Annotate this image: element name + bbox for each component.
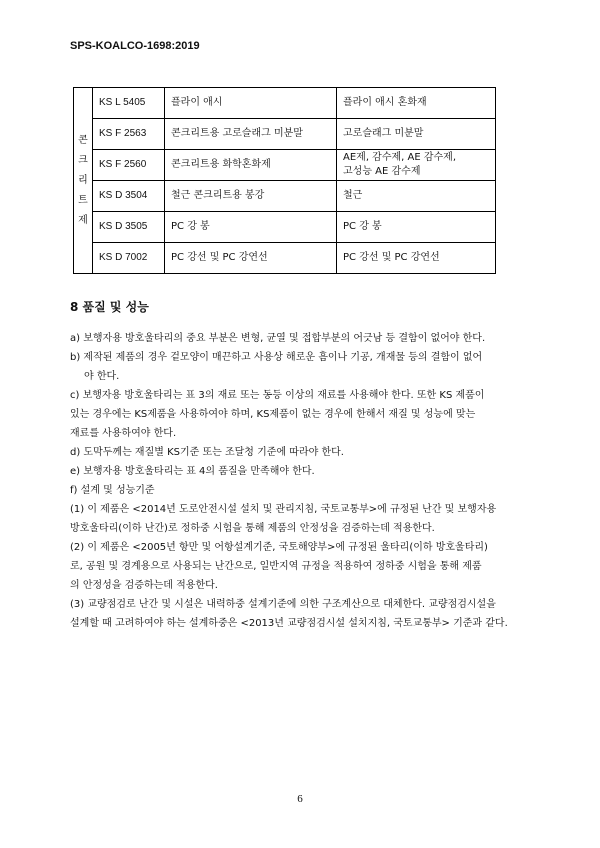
standard-code-cell: KS F 2560: [93, 150, 165, 181]
table-row: [74, 88, 496, 119]
material-cell: PC 강 봉: [337, 212, 496, 243]
paragraph-e: e) 보행자용 방호울타리는 표 4의 품질을 만족해야 한다.: [70, 466, 315, 477]
page-number: 6: [297, 793, 303, 805]
paragraph-f2-cont-2: 의 안정성을 검증하는데 적용한다.: [70, 580, 218, 591]
standard-code-cell: KS F 2563: [93, 119, 165, 150]
table-row: [74, 243, 496, 274]
paragraph-f1-cont: 방호울타리(이하 난간)로 정하중 시험을 통해 제품의 안정성을 검증하는데 적용한다.: [70, 523, 435, 534]
standard-name-cell: 플라이 애시: [165, 88, 337, 119]
paragraph-f3: (3) 교량점검로 난간 및 시설은 내력하중 설계기준에 의한 구조계산으로 대체한다. 교량점검시설을: [70, 599, 496, 610]
paragraph-f1: (1) 이 제품은 <2014년 도로안전시설 설치 및 관리지침, 국토교통부>에 규정된 난간 및 보행자용: [70, 504, 497, 515]
section-title: 8 품질 및 성능: [70, 300, 149, 314]
table-row: [74, 181, 496, 212]
material-cell: 철근: [337, 181, 496, 212]
standard-name-cell: 콘크리트용 화학혼화제: [165, 150, 337, 181]
standard-code-cell: KS D 3505: [93, 212, 165, 243]
paragraph-c: c) 보행자용 방호울타리는 표 3의 재료 또는 동등 이상의 재료를 사용해야 한다. 또한 KS 제품이: [70, 390, 485, 401]
paragraph-c-cont-1: 있는 경우에는 KS제품을 사용하여야 하며, KS제품이 없는 경우에 한해서 재질 및 성능에 맞는: [70, 409, 476, 420]
standard-name-cell: PC 강선 및 PC 강연선: [165, 243, 337, 274]
table-row: [74, 119, 496, 150]
standard-code-cell: KS D 3504: [93, 181, 165, 212]
material-cell: 고로슬래그 미분말: [337, 119, 496, 150]
paragraph-b-cont: 야 한다.: [84, 371, 120, 382]
material-cell: AE제, 감수제, AE 감수제, 고성능 AE 감수제: [337, 150, 496, 181]
category-cell: 콘 크 리 트 제: [74, 88, 93, 274]
body-text: [70, 329, 530, 633]
material-cell: PC 강선 및 PC 강연선: [337, 243, 496, 274]
paragraph-b: b) 제작된 제품의 경우 겉모양이 매끈하고 사용상 해로운 흠이나 기공, 개재물 등의 결함이 없어: [70, 352, 483, 363]
paragraph-c-cont-2: 재료를 사용하여야 한다.: [70, 428, 177, 439]
document-code: SPS-KOALCO-1698:2019: [70, 40, 200, 52]
standards-table: [73, 87, 496, 274]
table-row: [74, 150, 496, 181]
standard-name-cell: PC 강 봉: [165, 212, 337, 243]
standard-name-cell: 철근 콘크리트용 봉강: [165, 181, 337, 212]
table-row: [74, 212, 496, 243]
paragraph-f3-cont: 설계할 때 고려하여야 하는 설계하중은 <2013년 교량점검시설 설치지침, 국토교통부> 기준과 같다.: [70, 618, 508, 629]
paragraph-f2-cont-1: 로, 공원 및 경계용으로 사용되는 난간으로, 일반지역 규정을 적용하여 정하중 시험을 통해 제품: [70, 561, 482, 572]
standard-name-cell: 콘크리트용 고로슬래그 미분말: [165, 119, 337, 150]
paragraph-a: a) 보행자용 방호울타리의 중요 부분은 변형, 균열 및 접합부분의 어긋남 등 결함이 없어야 한다.: [70, 333, 486, 344]
paragraph-f: f) 설계 및 성능기준: [70, 485, 155, 496]
standard-code-cell: KS D 7002: [93, 243, 165, 274]
paragraph-f2: (2) 이 제품은 <2005년 항만 및 어항설계기준, 국토해양부>에 규정된 울타리(이하 방호울타리): [70, 542, 488, 553]
standard-code-cell: KS L 5405: [93, 88, 165, 119]
material-cell: 플라이 애시 혼화재: [337, 88, 496, 119]
paragraph-d: d) 도막두께는 재질별 KS기준 또는 조달청 기준에 따라야 한다.: [70, 447, 344, 458]
